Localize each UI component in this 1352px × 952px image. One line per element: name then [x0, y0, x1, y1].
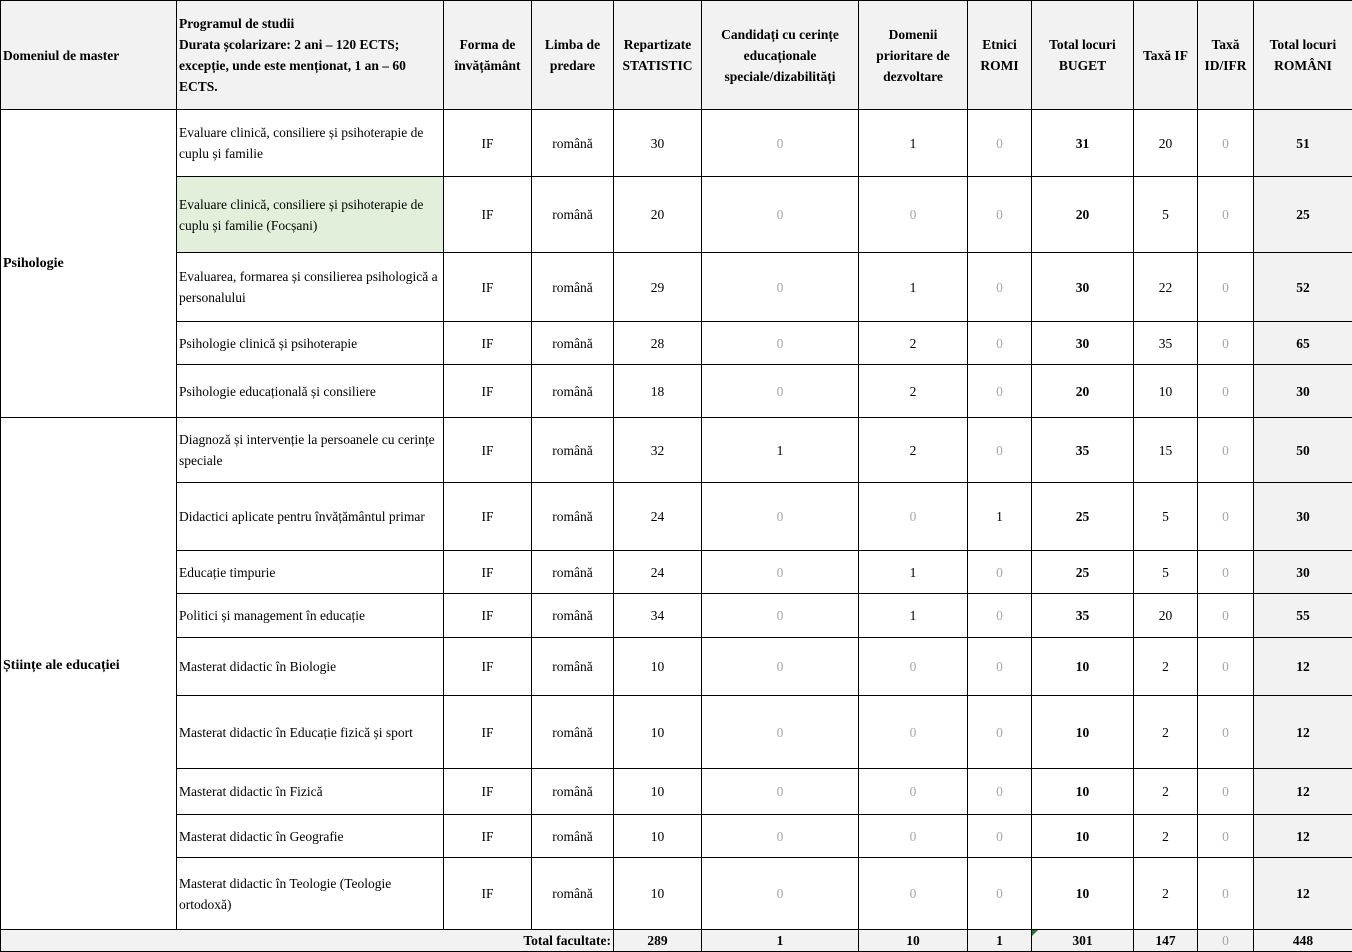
comment-marker-icon: [1032, 930, 1038, 936]
forma-cell: IF: [444, 815, 532, 858]
table-row: [1, 253, 1352, 322]
etnici-cell: 0: [968, 638, 1032, 696]
domenii-cell: 1: [859, 551, 968, 594]
table-row: [1, 365, 1352, 418]
taxa_id-cell: 0: [1198, 253, 1254, 322]
taxa_id-cell: 0: [1198, 551, 1254, 594]
taxa_if-cell: 20: [1134, 594, 1198, 638]
limba-cell: română: [532, 815, 614, 858]
program-cell: Masterat didactic în Biologie: [177, 638, 444, 696]
buget-cell: 10: [1032, 696, 1134, 769]
etnici-cell: 0: [968, 322, 1032, 365]
taxa_if-cell: 2: [1134, 769, 1198, 815]
taxa_if-cell: 22: [1134, 253, 1198, 322]
limba-cell: română: [532, 594, 614, 638]
program-cell: Psihologie clinică și psihoterapie: [177, 322, 444, 365]
total-domenii-cell: 10: [859, 930, 968, 952]
table-row: [1, 858, 1352, 930]
buget-cell: 10: [1032, 858, 1134, 930]
cerinte-cell: 1: [702, 418, 859, 483]
domenii-cell: 0: [859, 858, 968, 930]
limba-cell: română: [532, 365, 614, 418]
taxa_if-cell: 35: [1134, 322, 1198, 365]
repartizate-cell: 10: [614, 858, 702, 930]
forma-cell: IF: [444, 418, 532, 483]
etnici-cell: 0: [968, 858, 1032, 930]
buget-cell: 25: [1032, 483, 1134, 551]
header-repartizate: Repartizate STATISTIC: [614, 1, 702, 110]
forma-cell: IF: [444, 769, 532, 815]
forma-cell: IF: [444, 110, 532, 177]
cerinte-cell: 0: [702, 858, 859, 930]
taxa_if-cell: 2: [1134, 696, 1198, 769]
domenii-cell: 2: [859, 322, 968, 365]
etnici-cell: 0: [968, 177, 1032, 253]
table-row: [1, 322, 1352, 365]
cerinte-cell: 0: [702, 769, 859, 815]
forma-cell: IF: [444, 594, 532, 638]
forma-cell: IF: [444, 696, 532, 769]
program-cell: Evaluarea, formarea și consilierea psihologică a personalului: [177, 253, 444, 322]
taxa_if-cell: 20: [1134, 110, 1198, 177]
header-domeniu: Domeniul de master: [1, 1, 177, 110]
taxa_id-cell: 0: [1198, 177, 1254, 253]
buget-cell: 10: [1032, 815, 1134, 858]
total-cell: 12: [1254, 769, 1352, 815]
repartizate-cell: 10: [614, 638, 702, 696]
header-taxa-if: Taxă IF: [1134, 1, 1198, 110]
etnici-cell: 0: [968, 551, 1032, 594]
total-cell: 65: [1254, 322, 1352, 365]
taxa_id-cell: 0: [1198, 638, 1254, 696]
forma-cell: IF: [444, 365, 532, 418]
buget-cell: 30: [1032, 322, 1134, 365]
total-cell: 30: [1254, 365, 1352, 418]
domenii-cell: 0: [859, 815, 968, 858]
table-row: [1, 815, 1352, 858]
cerinte-cell: 0: [702, 110, 859, 177]
program-cell: Evaluare clinică, consiliere și psihoterapie de cuplu și familie: [177, 110, 444, 177]
taxa_id-cell: 0: [1198, 418, 1254, 483]
total-cell: 30: [1254, 551, 1352, 594]
header-total-buget: Total locuri BUGET: [1032, 1, 1134, 110]
header-taxa-id: Taxă ID/IFR: [1198, 1, 1254, 110]
cerinte-cell: 0: [702, 483, 859, 551]
header-program-title: Programul de studii: [179, 13, 441, 34]
cerinte-cell: 0: [702, 815, 859, 858]
table-row: [1, 594, 1352, 638]
repartizate-cell: 30: [614, 110, 702, 177]
forma-cell: IF: [444, 551, 532, 594]
limba-cell: română: [532, 322, 614, 365]
program-cell: Diagnoză și intervenție la persoanele cu cerințe speciale: [177, 418, 444, 483]
total-cell: 55: [1254, 594, 1352, 638]
repartizate-cell: 29: [614, 253, 702, 322]
repartizate-cell: 20: [614, 177, 702, 253]
taxa_if-cell: 2: [1134, 815, 1198, 858]
cerinte-cell: 0: [702, 253, 859, 322]
buget-cell: 25: [1032, 551, 1134, 594]
limba-cell: română: [532, 483, 614, 551]
cerinte-cell: 0: [702, 322, 859, 365]
header-program-duration: Durata școlarizare: 2 ani – 120 ECTS; excepție, unde este menționat, 1 an – 60 ECTS.: [179, 34, 441, 97]
limba-cell: română: [532, 110, 614, 177]
repartizate-cell: 34: [614, 594, 702, 638]
header-program: [177, 1, 444, 110]
domenii-cell: 0: [859, 696, 968, 769]
forma-cell: IF: [444, 253, 532, 322]
buget-cell: 35: [1032, 418, 1134, 483]
limba-cell: română: [532, 858, 614, 930]
etnici-cell: 0: [968, 815, 1032, 858]
domenii-cell: 1: [859, 594, 968, 638]
program-cell: Evaluare clinică, consiliere și psihoterapie de cuplu și familie (Focșani): [177, 177, 444, 253]
header-cerinte: Candidați cu cerințe educaționale speciale/dizabilități: [702, 1, 859, 110]
taxa_id-cell: 0: [1198, 769, 1254, 815]
taxa_id-cell: 0: [1198, 696, 1254, 769]
limba-cell: română: [532, 769, 614, 815]
buget-cell: 10: [1032, 769, 1134, 815]
etnici-cell: 0: [968, 769, 1032, 815]
total-cell: 12: [1254, 815, 1352, 858]
total-cell: 25: [1254, 177, 1352, 253]
taxa_id-cell: 0: [1198, 483, 1254, 551]
limba-cell: română: [532, 696, 614, 769]
etnici-cell: 0: [968, 253, 1032, 322]
repartizate-cell: 10: [614, 769, 702, 815]
forma-cell: IF: [444, 322, 532, 365]
domenii-cell: 1: [859, 253, 968, 322]
taxa_id-cell: 0: [1198, 322, 1254, 365]
table-row: [1, 110, 1352, 177]
limba-cell: română: [532, 638, 614, 696]
buget-cell: 10: [1032, 638, 1134, 696]
total-cell: 51: [1254, 110, 1352, 177]
limba-cell: română: [532, 551, 614, 594]
taxa_id-cell: 0: [1198, 110, 1254, 177]
repartizate-cell: 18: [614, 365, 702, 418]
program-cell: Masterat didactic în Geografie: [177, 815, 444, 858]
total-cell: 12: [1254, 696, 1352, 769]
header-limba: Limba de predare: [532, 1, 614, 110]
cerinte-cell: 0: [702, 177, 859, 253]
total-cell: 12: [1254, 638, 1352, 696]
domenii-cell: 0: [859, 638, 968, 696]
table-row: [1, 696, 1352, 769]
etnici-cell: 0: [968, 696, 1032, 769]
table-row: [1, 551, 1352, 594]
buget-cell: 35: [1032, 594, 1134, 638]
total-cerinte-cell: 1: [702, 930, 859, 952]
header-domenii-prioritare: Domenii prioritare de dezvoltare: [859, 1, 968, 110]
total-row: [1, 930, 1352, 952]
buget-cell: 20: [1032, 365, 1134, 418]
repartizate-cell: 10: [614, 815, 702, 858]
total-cell: 50: [1254, 418, 1352, 483]
etnici-cell: 0: [968, 418, 1032, 483]
program-cell: Masterat didactic în Fizică: [177, 769, 444, 815]
taxa_if-cell: 5: [1134, 551, 1198, 594]
total-label: Total facultate:: [1, 930, 614, 952]
cerinte-cell: 0: [702, 638, 859, 696]
taxa_id-cell: 0: [1198, 858, 1254, 930]
etnici-cell: 0: [968, 594, 1032, 638]
program-cell: Politici și management în educație: [177, 594, 444, 638]
taxa_id-cell: 0: [1198, 594, 1254, 638]
total-cell: 12: [1254, 858, 1352, 930]
repartizate-cell: 24: [614, 551, 702, 594]
repartizate-cell: 32: [614, 418, 702, 483]
cerinte-cell: 0: [702, 365, 859, 418]
taxa_if-cell: 5: [1134, 177, 1198, 253]
total-cell: 30: [1254, 483, 1352, 551]
domenii-cell: 0: [859, 769, 968, 815]
forma-cell: IF: [444, 483, 532, 551]
total-cell: 52: [1254, 253, 1352, 322]
table-row: [1, 483, 1352, 551]
domenii-cell: 0: [859, 483, 968, 551]
limba-cell: română: [532, 253, 614, 322]
domenii-cell: 2: [859, 365, 968, 418]
header-total-romani: Total locuri ROMÂNI: [1254, 1, 1352, 110]
total-taxa_if-cell: 147: [1134, 930, 1198, 952]
limba-cell: română: [532, 418, 614, 483]
total-total-cell: 448: [1254, 930, 1352, 952]
repartizate-cell: 28: [614, 322, 702, 365]
header-etnici: Etnici ROMI: [968, 1, 1032, 110]
buget-cell: 31: [1032, 110, 1134, 177]
program-cell: Didactici aplicate pentru învățământul primar: [177, 483, 444, 551]
taxa_id-cell: 0: [1198, 365, 1254, 418]
table-row: [1, 177, 1352, 253]
buget-cell: 30: [1032, 253, 1134, 322]
total-taxa_id-cell: 0: [1198, 930, 1254, 952]
total-buget-cell: 301: [1032, 930, 1134, 952]
forma-cell: IF: [444, 858, 532, 930]
total-etnici-cell: 1: [968, 930, 1032, 952]
table-row: [1, 769, 1352, 815]
repartizate-cell: 24: [614, 483, 702, 551]
domain-cell: Științe ale educației: [1, 418, 177, 930]
domenii-cell: 2: [859, 418, 968, 483]
domenii-cell: 0: [859, 177, 968, 253]
taxa_if-cell: 2: [1134, 638, 1198, 696]
total-repartizate-cell: 289: [614, 930, 702, 952]
table-row: [1, 418, 1352, 483]
taxa_if-cell: 15: [1134, 418, 1198, 483]
table-row: [1, 638, 1352, 696]
cerinte-cell: 0: [702, 551, 859, 594]
forma-cell: IF: [444, 177, 532, 253]
etnici-cell: 0: [968, 110, 1032, 177]
taxa_if-cell: 2: [1134, 858, 1198, 930]
buget-cell: 20: [1032, 177, 1134, 253]
program-cell: Masterat didactic în Teologie (Teologie ortodoxă): [177, 858, 444, 930]
program-cell: Educație timpurie: [177, 551, 444, 594]
taxa_if-cell: 5: [1134, 483, 1198, 551]
etnici-cell: 1: [968, 483, 1032, 551]
domenii-cell: 1: [859, 110, 968, 177]
repartizate-cell: 10: [614, 696, 702, 769]
cerinte-cell: 0: [702, 696, 859, 769]
header-forma: Forma de învățământ: [444, 1, 532, 110]
program-cell: Masterat didactic în Educație fizică și sport: [177, 696, 444, 769]
forma-cell: IF: [444, 638, 532, 696]
header-row: [1, 1, 1352, 110]
domain-cell: Psihologie: [1, 110, 177, 418]
cerinte-cell: 0: [702, 594, 859, 638]
etnici-cell: 0: [968, 365, 1032, 418]
taxa_if-cell: 10: [1134, 365, 1198, 418]
limba-cell: română: [532, 177, 614, 253]
program-cell: Psihologie educațională și consiliere: [177, 365, 444, 418]
taxa_id-cell: 0: [1198, 815, 1254, 858]
